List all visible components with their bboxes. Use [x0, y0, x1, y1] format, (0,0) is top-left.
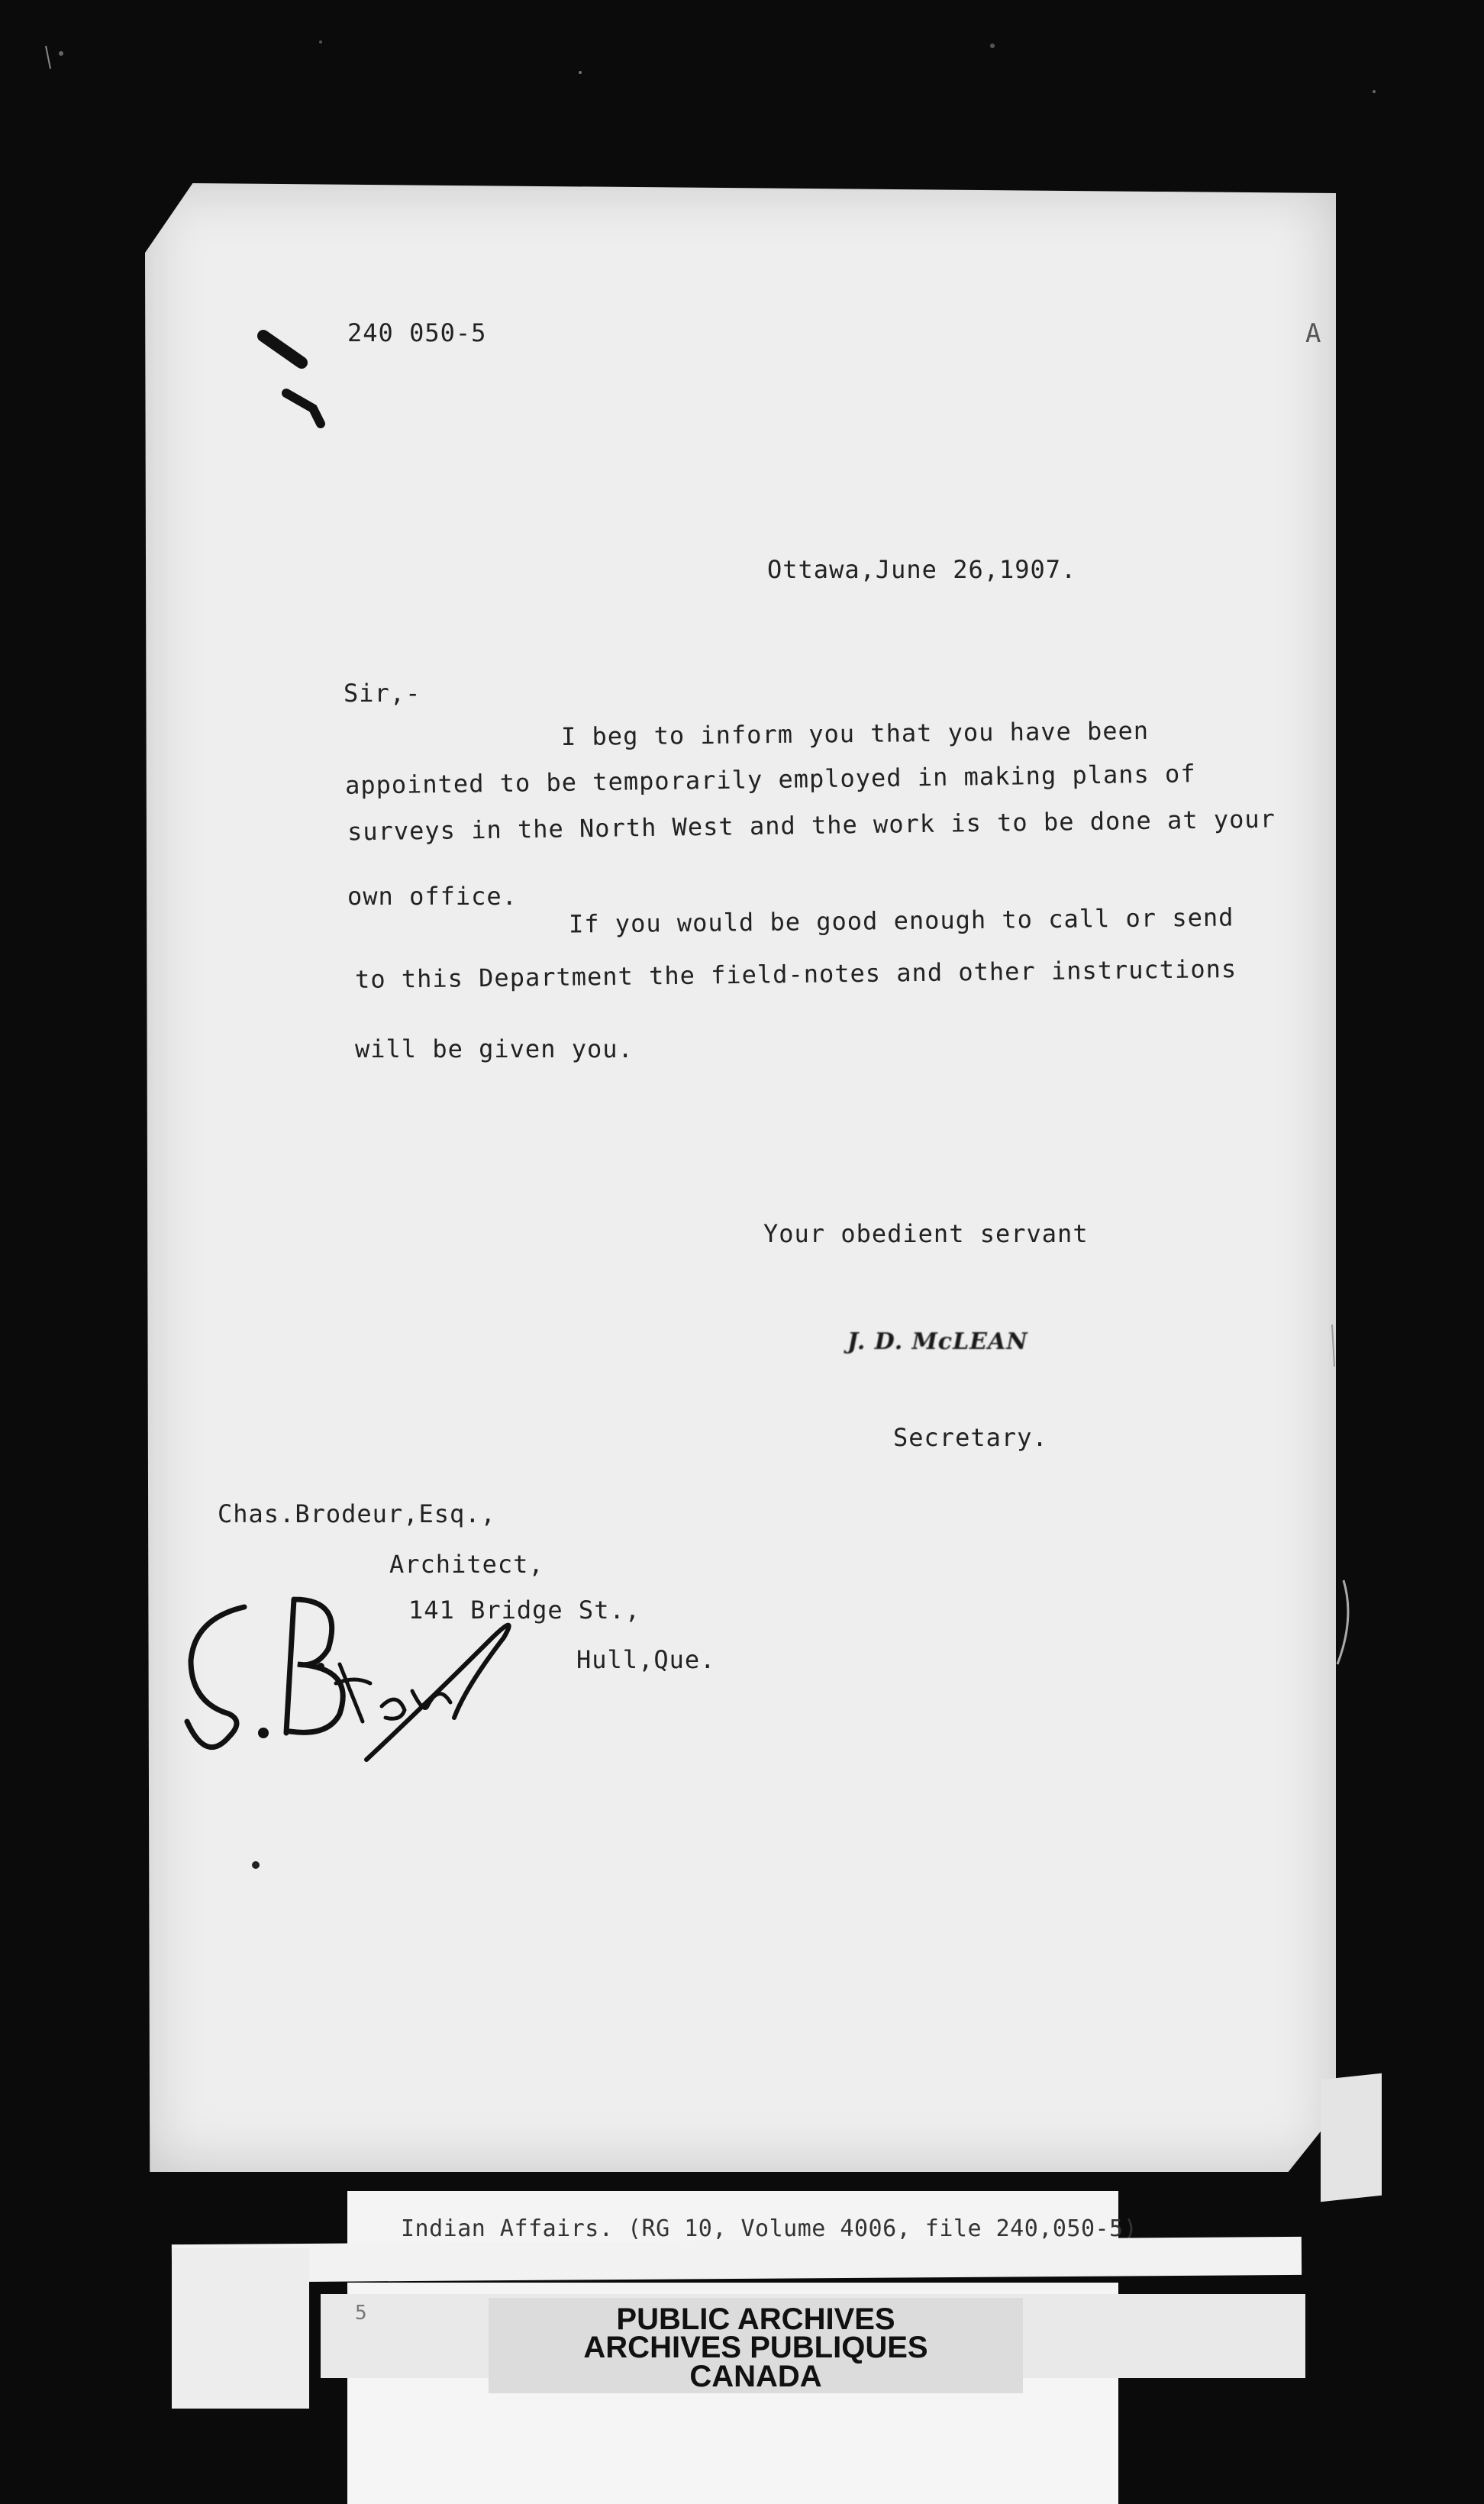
archive-stamp-line: CANADA — [689, 2360, 822, 2393]
body-line: to this Department the field-notes and other instructions — [354, 954, 1237, 995]
closing: Your obedient servant — [763, 1219, 1089, 1248]
file-number: 240 050-5 — [347, 318, 487, 347]
addressee-line: Hull,Que. — [576, 1645, 716, 1674]
body-line: surveys in the North West and the work is to be done at your — [347, 804, 1276, 847]
dateline: Ottawa,June 26,1907. — [767, 555, 1077, 584]
signature-stamp: J. D. McLEAN — [847, 1328, 1028, 1355]
frame-number: 5 — [355, 2302, 367, 2325]
body-line: will be given you. — [355, 1034, 634, 1063]
sheet-corner-curl — [1321, 2073, 1382, 2202]
body-line: If you would be good enough to call or send — [568, 902, 1234, 939]
addressee-line: Chas.Brodeur,Esq., — [218, 1499, 496, 1528]
body-line: own office. — [347, 882, 518, 911]
archive-stamp-line: PUBLIC ARCHIVES — [616, 2302, 895, 2336]
archive-stamp-line: ARCHIVES PUBLIQUES — [583, 2331, 928, 2364]
label-strip — [172, 2237, 1302, 2283]
body-line: I beg to inform you that you have been — [560, 715, 1150, 752]
letter-sheet — [145, 183, 1336, 2172]
addressee-line: 141 Bridge St., — [408, 1596, 640, 1625]
archive-citation: Indian Affairs. (RG 10, Volume 4006, file 240,050-5) — [401, 2215, 1138, 2242]
label-strip-left — [172, 2248, 309, 2409]
addressee-line: Architect, — [389, 1550, 544, 1579]
salutation: Sir,- — [344, 679, 421, 708]
signature-title: Secretary. — [893, 1423, 1048, 1452]
body-line: appointed to be temporarily employed in making plans of — [344, 759, 1196, 800]
corner-mark: A — [1305, 318, 1322, 349]
